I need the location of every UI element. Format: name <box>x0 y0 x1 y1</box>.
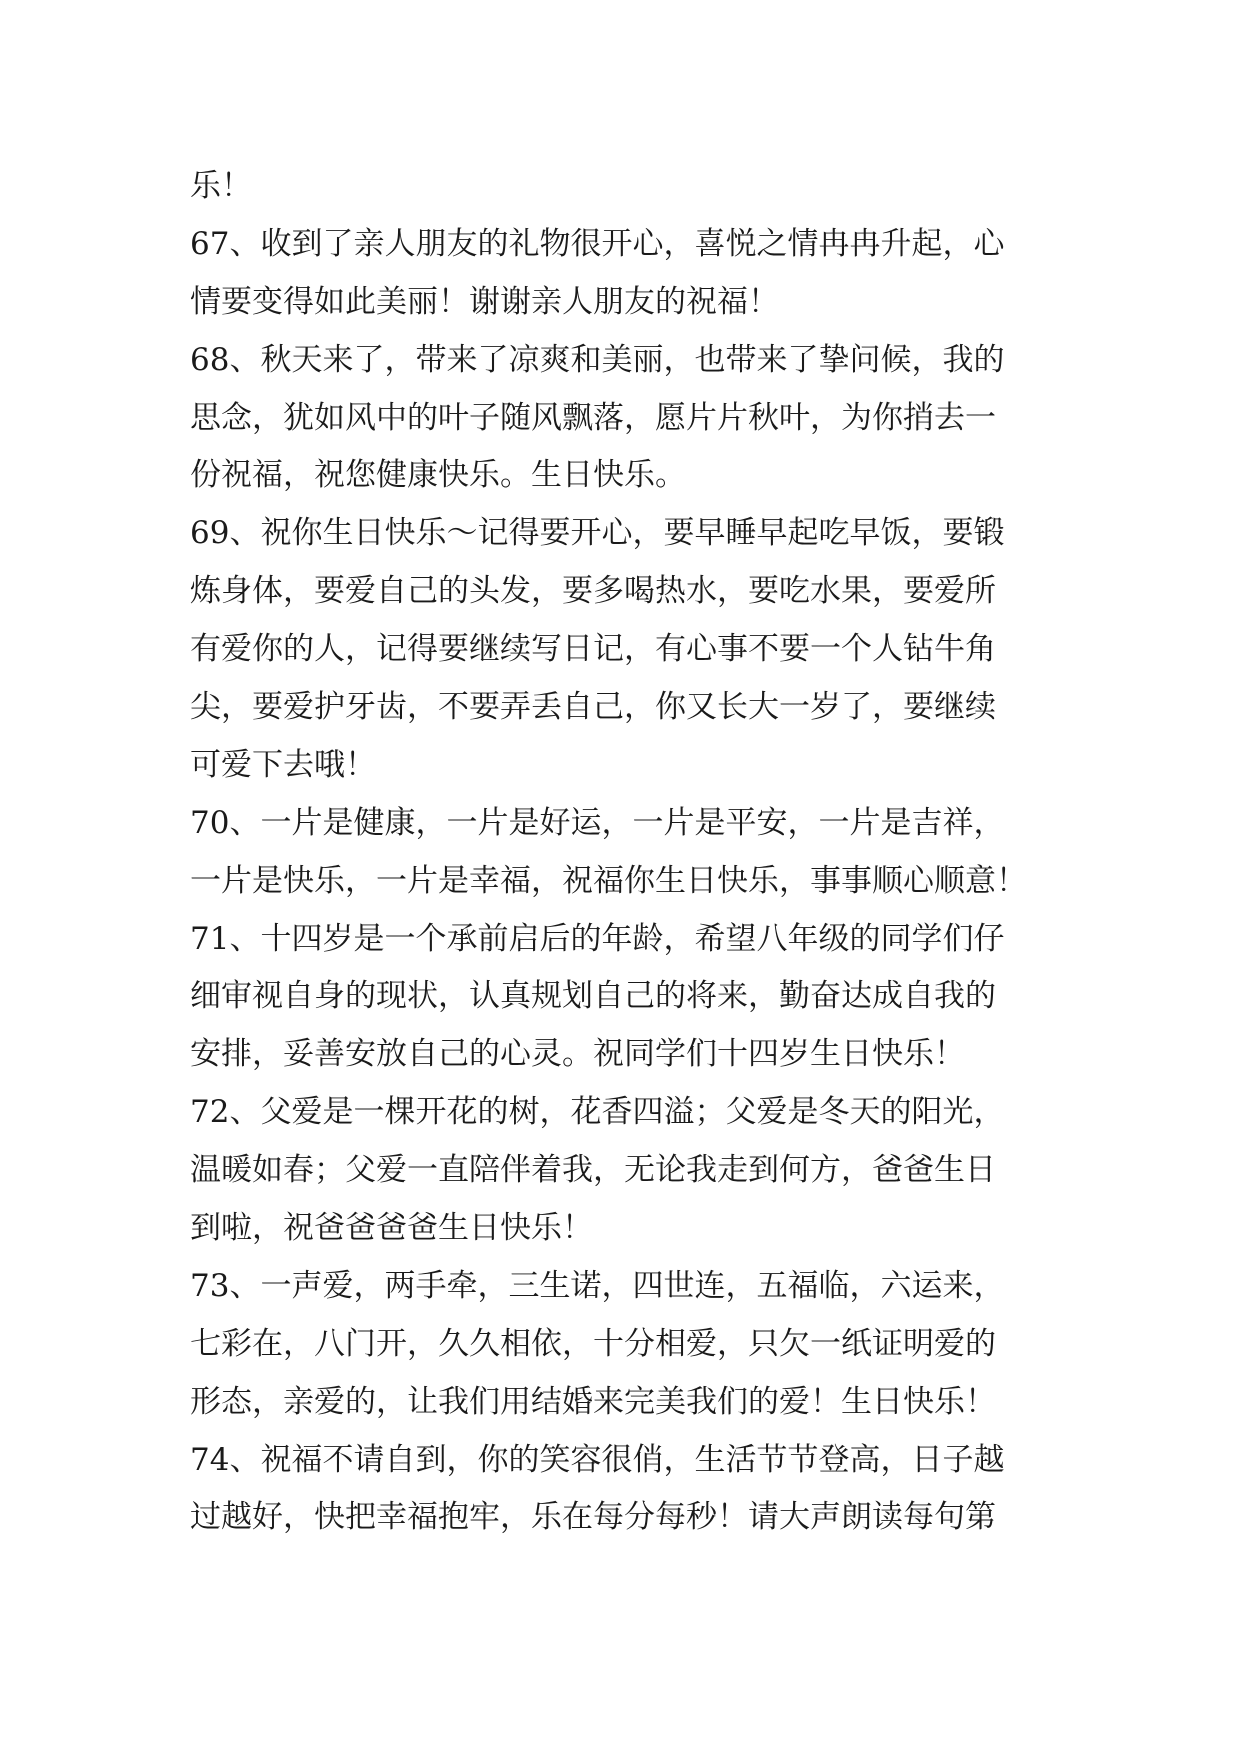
text-line: 72、父爱是一棵开花的树，花香四溢；父爱是冬天的阳光， <box>190 1094 1005 1131</box>
text-line: 情要变得如此美丽！谢谢亲人朋友的祝福！ <box>190 283 779 320</box>
text-line: 尖，要爱护牙齿，不要弄丢自己，你又长大一岁了，要继续 <box>190 689 996 726</box>
text-line: 温暖如春；父爱一直陪伴着我，无论我走到何方，爸爸生日 <box>190 1152 996 1189</box>
text-line: 67、收到了亲人朋友的礼物很开心，喜悦之情冉冉升起，心 <box>190 225 1005 262</box>
text-line: 70、一片是健康，一片是好运，一片是平安，一片是吉祥， <box>190 804 1005 841</box>
text-line: 一片是快乐，一片是幸福，祝福你生日快乐，事事顺心顺意！ <box>190 862 1027 899</box>
text-line: 细审视自身的现状，认真规划自己的将来，勤奋达成自我的 <box>190 978 996 1015</box>
text-line: 有爱你的人，记得要继续写日记，有心事不要一个人钻牛角 <box>190 631 996 668</box>
text-line: 73、一声爱，两手牵，三生诺，四世连，五福临，六运来， <box>190 1267 1005 1304</box>
text-line: 思念，犹如风中的叶子随风飘落，愿片片秋叶，为你捎去一 <box>190 399 996 436</box>
text-line: 71、十四岁是一个承前启后的年龄，希望八年级的同学们仔 <box>190 920 1005 957</box>
text-line: 可爱下去哦！ <box>190 746 376 783</box>
text-line: 到啦，祝爸爸爸爸生日快乐！ <box>190 1210 593 1247</box>
text-line: 形态，亲爱的，让我们用结婚来完美我们的爱！生日快乐！ <box>190 1383 996 1420</box>
text-line: 炼身体，要爱自己的头发，要多喝热水，要吃水果，要爱所 <box>190 573 996 610</box>
text-line: 安排，妥善安放自己的心灵。祝同学们十四岁生日快乐！ <box>190 1036 965 1073</box>
text-line: 乐！ <box>190 168 252 204</box>
text-line: 过越好，快把幸福抱牢，乐在每分每秒！请大声朗读每句第 <box>190 1499 996 1536</box>
text-line: 69、祝你生日快乐～记得要开心，要早睡早起吃早饭，要锻 <box>190 515 1005 552</box>
text-line: 七彩在，八门开，久久相依，十分相爱，只欠一纸证明爱的 <box>190 1325 996 1362</box>
text-line: 74、祝福不请自到，你的笑容很俏，生活节节登高，日子越 <box>190 1441 1005 1478</box>
text-line: 68、秋天来了，带来了凉爽和美丽，也带来了挚问候，我的 <box>190 341 1005 378</box>
text-line: 份祝福，祝您健康快乐。生日快乐。 <box>190 457 686 494</box>
body-text <box>190 158 1070 1547</box>
